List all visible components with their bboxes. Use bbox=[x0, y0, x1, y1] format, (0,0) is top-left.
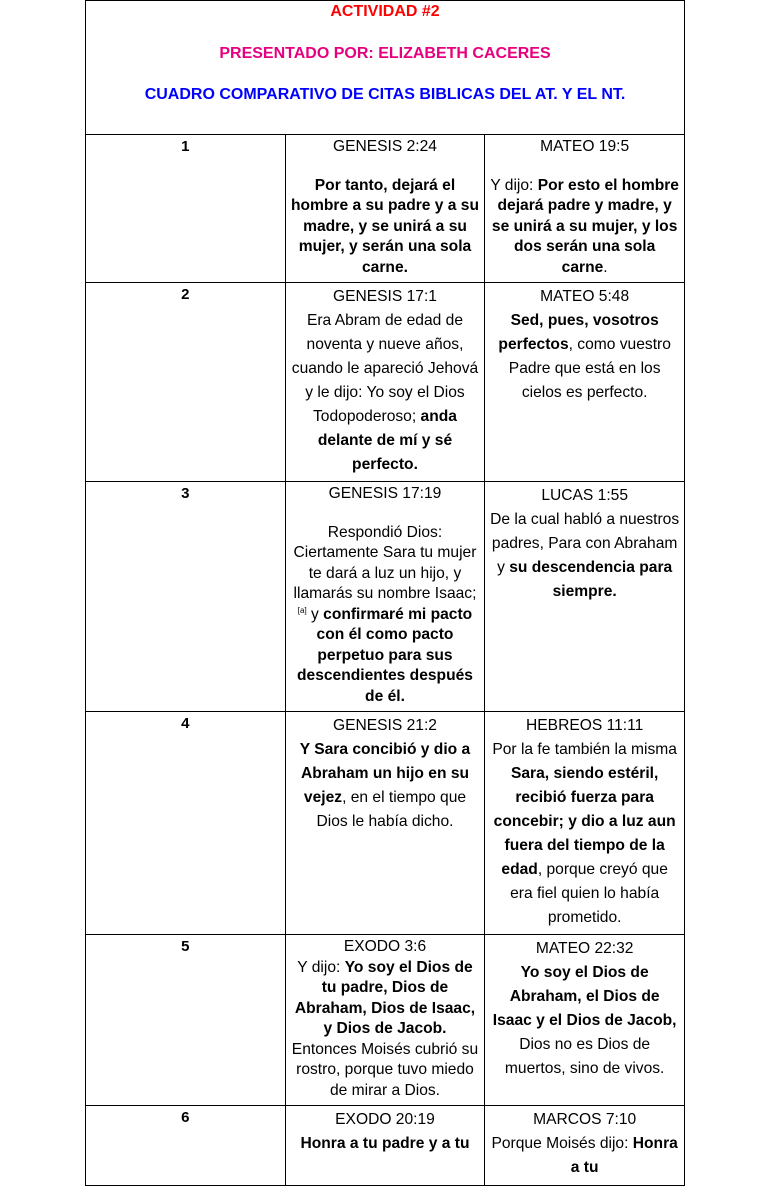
nt-reference: MATEO 5:48 bbox=[540, 288, 630, 305]
comparison-table bbox=[85, 0, 685, 1186]
row-number: 4 bbox=[86, 712, 286, 935]
at-verse-text: , en el tiempo que Dios le había dicho. bbox=[316, 789, 467, 830]
header-row bbox=[86, 1, 685, 135]
nt-cell bbox=[485, 712, 685, 935]
nt-cell bbox=[485, 935, 685, 1106]
nt-verse-bold: Sara, siendo estéril, recibió fuerza para concebir; y dio a luz aun fuera del tiempo de la edad bbox=[493, 765, 676, 878]
table-title: CUADRO COMPARATIVO DE CITAS BIBLICAS DEL AT. Y EL NT. bbox=[144, 86, 626, 103]
table-row bbox=[86, 482, 685, 712]
table-row bbox=[86, 935, 685, 1106]
at-verse-bold: Y Sara concibió y dio a Abraham un hijo en su vejez bbox=[299, 741, 471, 806]
nt-reference: HEBREOS 11:11 bbox=[526, 717, 644, 734]
nt-reference: LUCAS 1:55 bbox=[541, 487, 628, 504]
nt-verse-post: Dios no es Dios de muertos, sino de vivos. bbox=[504, 1036, 665, 1077]
at-cell bbox=[285, 1106, 485, 1186]
document-page bbox=[85, 0, 685, 1186]
nt-verse-post: . bbox=[603, 258, 608, 276]
nt-verse-bold: Por esto el hombre dejará padre y madre, y se unirá a su mujer, y los dos serán una sola carne bbox=[491, 176, 679, 276]
at-verse-text: Era Abram de edad de noventa y nueve años, cuando le apareció Jehová y le dijo: Yo soy el Dios Todopoderoso; bbox=[291, 312, 479, 425]
row-number: 6 bbox=[86, 1106, 286, 1186]
nt-verse-pre: Por la fe también la misma bbox=[492, 741, 677, 758]
presented-by: PRESENTADO POR: ELIZABETH CACERES bbox=[219, 45, 551, 62]
table-row bbox=[86, 1106, 685, 1186]
nt-reference: MARCOS 7:10 bbox=[533, 1111, 637, 1128]
at-verse-bold: anda delante de mí y sé perfecto. bbox=[317, 408, 457, 473]
nt-verse-bold: Yo soy el Dios de Abraham, el Dios de Isaac y el Dios de Jacob, bbox=[492, 964, 677, 1029]
at-verse-text: Entonces Moisés cubrió su rostro, porque tuvo miedo de mirar a Dios. bbox=[291, 1040, 479, 1099]
at-verse-bold: Yo soy el Dios de tu padre, Dios de Abraham, Dios de Isaac, y Dios de Jacob. bbox=[294, 958, 476, 1037]
table-row bbox=[86, 135, 685, 283]
header-cell bbox=[86, 1, 685, 135]
nt-reference: MATEO 22:32 bbox=[535, 940, 634, 957]
row-number: 2 bbox=[86, 283, 286, 482]
nt-verse-bold: su descendencia para siempre. bbox=[509, 559, 673, 600]
at-cell bbox=[285, 935, 485, 1106]
at-reference: EXODO 20:19 bbox=[335, 1111, 435, 1128]
nt-cell bbox=[485, 1106, 685, 1186]
nt-verse-pre: Porque Moisés dijo: bbox=[491, 1135, 633, 1152]
nt-verse-bold: Honra a tu bbox=[570, 1135, 678, 1176]
at-reference: GENESIS 17:19 bbox=[328, 485, 442, 502]
nt-verse-bold: Sed, pues, vosotros perfectos bbox=[498, 312, 659, 353]
row-number: 1 bbox=[86, 135, 286, 283]
at-verse-text: Respondió Dios: Ciertamente Sara tu mujer te dará a luz un hijo, y llamarás su nombre Isaac; bbox=[293, 523, 477, 602]
at-verse-mid: y bbox=[306, 605, 324, 623]
footnote-marker[interactable]: [a] bbox=[297, 605, 307, 615]
row-number: 5 bbox=[86, 935, 286, 1106]
nt-cell bbox=[485, 482, 685, 712]
at-reference: GENESIS 2:24 bbox=[332, 138, 437, 155]
at-verse-bold: Por tanto, dejará el hombre a su padre y a su madre, y se unirá a su mujer, y serán una sola carne. bbox=[290, 176, 480, 276]
table-row bbox=[86, 712, 685, 935]
at-reference: GENESIS 17:1 bbox=[332, 288, 437, 305]
at-verse-bold: confirmaré mi pacto con él como pacto perpetuo para sus descendientes después de él. bbox=[297, 605, 473, 705]
nt-cell bbox=[485, 283, 685, 482]
at-reference: GENESIS 21:2 bbox=[332, 717, 437, 734]
nt-verse-post: , porque creyó que era fiel quien lo había prometido. bbox=[510, 861, 668, 926]
at-verse-pre: Y dijo: bbox=[297, 958, 345, 976]
activity-title: ACTIVIDAD #2 bbox=[330, 3, 440, 20]
nt-verse-pre: De la cual habló a nuestros padres, Para con Abraham y bbox=[490, 511, 680, 576]
at-cell bbox=[285, 135, 485, 283]
at-cell bbox=[285, 712, 485, 935]
nt-cell bbox=[485, 135, 685, 283]
at-cell bbox=[285, 283, 485, 482]
row-number: 3 bbox=[86, 482, 286, 712]
nt-verse-pre: Y dijo: bbox=[490, 176, 538, 194]
table-row bbox=[86, 283, 685, 482]
nt-reference: MATEO 19:5 bbox=[540, 138, 630, 155]
at-cell bbox=[285, 482, 485, 712]
at-verse-bold: Honra a tu padre y a tu bbox=[300, 1135, 470, 1152]
nt-verse-post: , como vuestro Padre que está en los cielos es perfecto. bbox=[508, 336, 671, 401]
at-reference: EXODO 3:6 bbox=[343, 938, 427, 955]
